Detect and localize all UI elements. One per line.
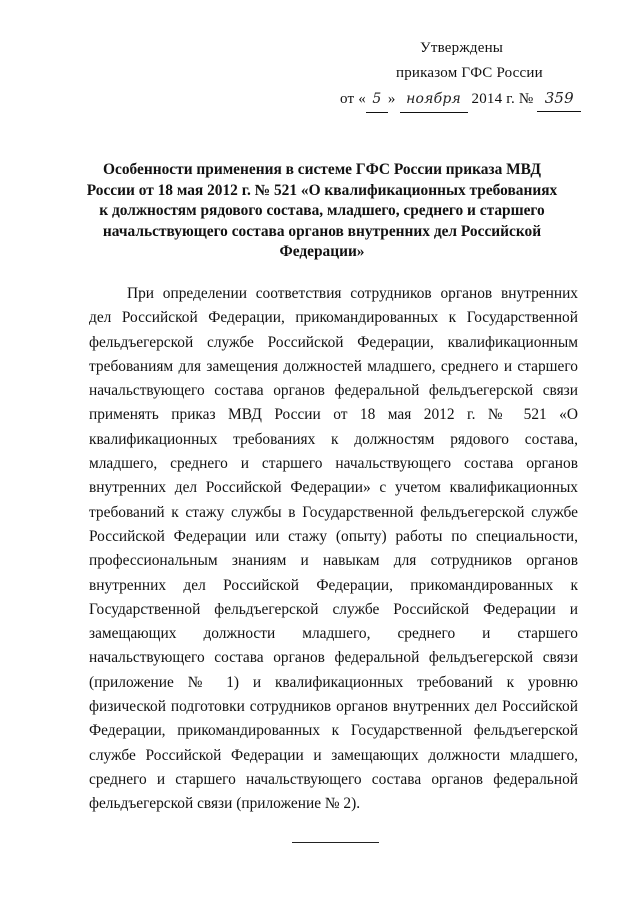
closing-divider	[292, 842, 379, 843]
handwritten-day: 5	[366, 87, 388, 113]
handwritten-month: ноября	[400, 87, 468, 113]
handwritten-order-number: 359	[537, 86, 581, 112]
year-text: 2014 г. №	[471, 91, 534, 107]
approval-block	[340, 36, 628, 113]
approval-heading: Утверждены	[420, 40, 504, 56]
date-mid: »	[387, 91, 396, 107]
body-paragraph: При определении соответствия сотрудников органов внутренних дел Российской Федерации, прикомандированных к Государственной фельдъегерской службе Российской Федерации, квалификационным требованиям для замещения должностей младшего, среднего и старшего начальствующего состава органов федеральной фельдъегерской связи применять приказ МВД России от 18 мая 2012 г. № 521 «О квалификационных требованиях к должностям рядового состава, младшего, среднего и старшего начальствующего состава органов внутренних дел Российской Федерации» с учетом квалификационных требований к стажу службы в Государственной фельдъегерской службе Российской Федерации или стажу (опыту) работы по специальности, профессиональным знаниям и навыкам для сотрудников органов внутренних дел Российской Федерации, прикомандированных к Государственной фельдъегерской службе Российской Федерации и замещающих должности младшего, среднего и старшего начальствующего состава органов федеральной фельдъегерской связи (приложение № 1) и квалификационных требований к уровню физической подготовки сотрудников органов внутренних дел Российской Федерации, прикомандированных к Государственной фельдъегерской службе Российской Федерации и замещающих должности младшего, среднего и старшего начальствующего состава органов федеральной фельдъегерской связи (приложение № 2).	[89, 285, 578, 813]
approval-order: приказом ГФС России	[396, 65, 543, 81]
date-prefix: от «	[340, 91, 366, 107]
approval-date-line	[340, 86, 628, 113]
document-title: Особенности применения в системе ГФС России приказа МВД России от 18 мая 2012 г. № 521 «О квалификационных требованиях к должностям рядового состава, младшего, среднего и старшего начальствующего состава органов внутренних дел Российской Федерации»	[86, 161, 558, 260]
